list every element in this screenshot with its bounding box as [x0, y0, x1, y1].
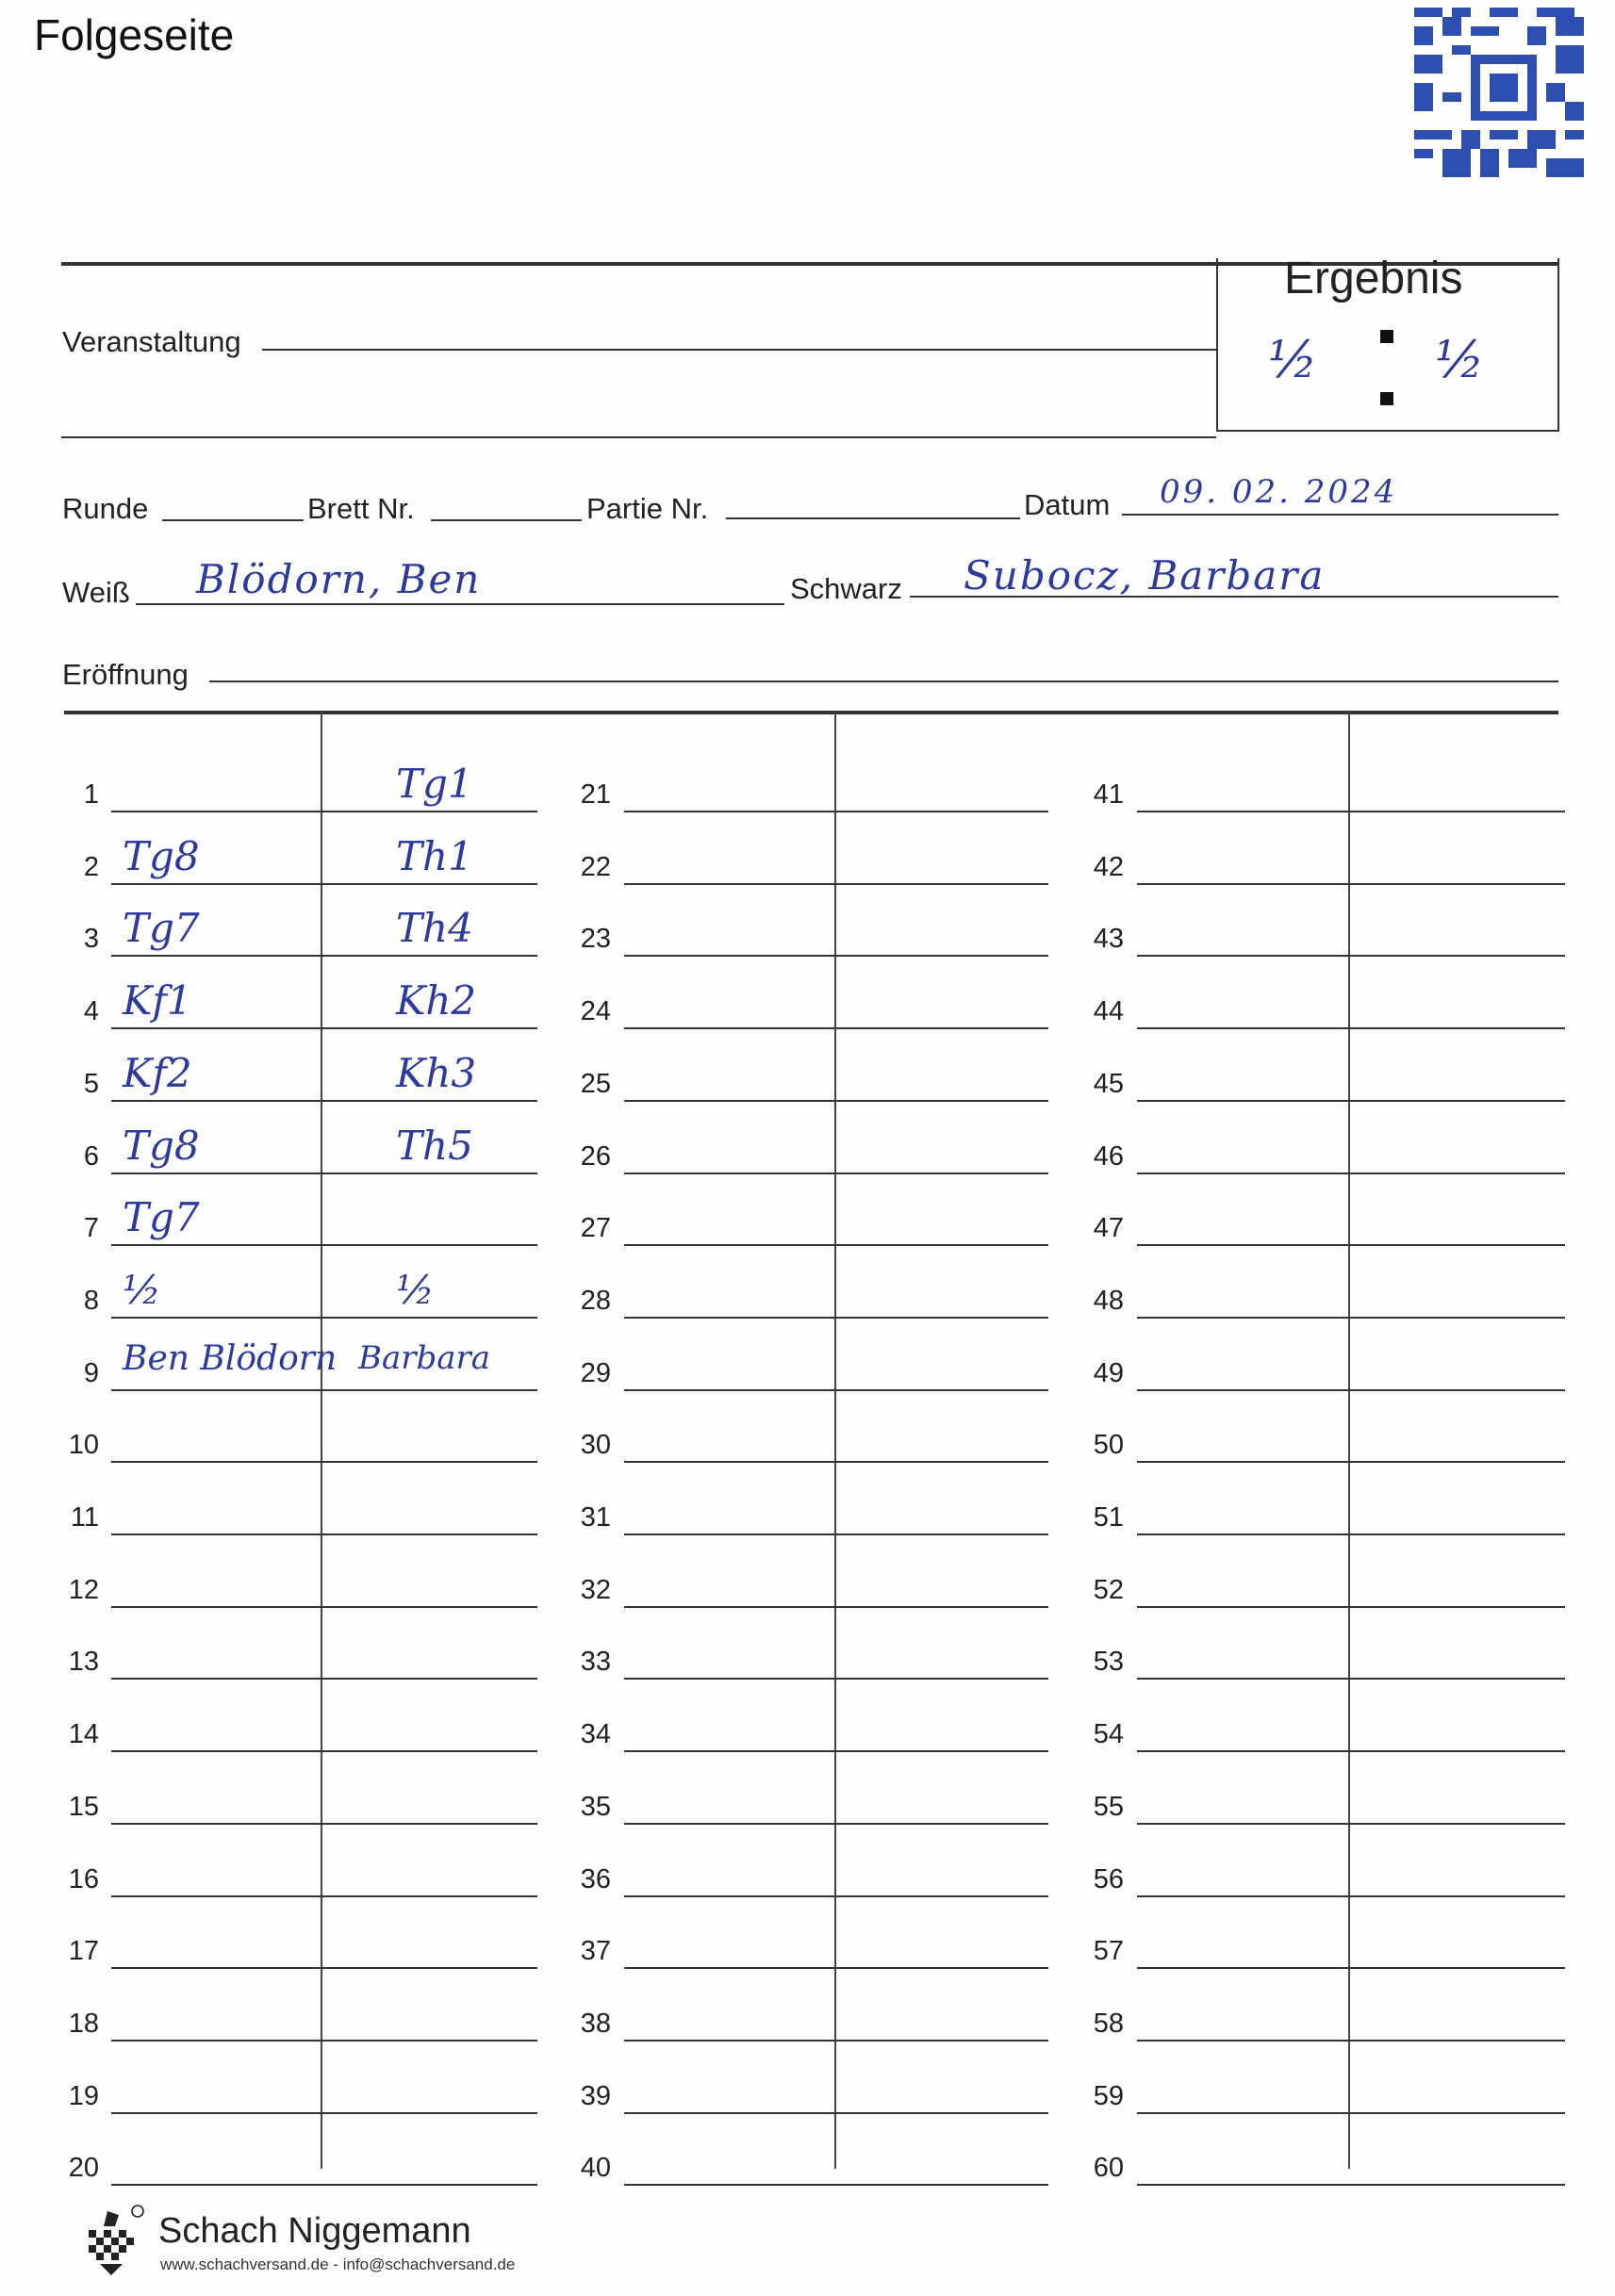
weiss-label: Weiß: [62, 576, 130, 609]
move-number: 59: [1093, 2080, 1124, 2111]
schwarz-value: Subocz, Barbara: [964, 552, 1326, 599]
move-number: 28: [580, 1285, 611, 1316]
move-number: 47: [1093, 1213, 1124, 1244]
move-line[interactable]: [111, 1027, 537, 1029]
black-move[interactable]: ½: [396, 1266, 435, 1313]
brett-label: Brett Nr.: [307, 492, 415, 525]
datum-label: Datum: [1024, 488, 1111, 521]
move-line[interactable]: [624, 2112, 1048, 2114]
move-number: 35: [580, 1791, 611, 1822]
move-number: 31: [580, 1502, 611, 1533]
move-line[interactable]: [1137, 1100, 1565, 1102]
move-number: 36: [580, 1863, 611, 1894]
black-move[interactable]: Th1: [396, 832, 473, 879]
move-line[interactable]: [624, 1750, 1048, 1752]
move-number: 39: [580, 2080, 611, 2111]
move-line[interactable]: [624, 1027, 1048, 1029]
move-line[interactable]: [1137, 1173, 1565, 1174]
move-number: 45: [1093, 1068, 1124, 1099]
move-line[interactable]: [111, 1244, 537, 1246]
move-number: 30: [580, 1430, 611, 1461]
move-number: 11: [70, 1502, 99, 1533]
move-line[interactable]: [111, 1173, 537, 1174]
move-line[interactable]: [111, 2184, 537, 2186]
move-number: 3: [83, 924, 99, 955]
move-number: 40: [580, 2153, 611, 2184]
black-move[interactable]: Kh3: [396, 1049, 477, 1096]
move-number: 33: [580, 1647, 611, 1678]
move-number: 49: [1093, 1357, 1124, 1388]
move-number: 37: [580, 1936, 611, 1967]
move-line[interactable]: [1137, 1606, 1565, 1608]
move-number: 17: [68, 1936, 99, 1967]
move-number: 12: [68, 1574, 99, 1605]
brett-field[interactable]: [431, 519, 582, 521]
move-line[interactable]: [111, 1606, 537, 1608]
move-line[interactable]: [1137, 1244, 1565, 1246]
move-line[interactable]: [111, 1461, 537, 1463]
move-line[interactable]: [1137, 1461, 1565, 1463]
move-number: 24: [580, 996, 611, 1027]
move-number: 14: [68, 1719, 99, 1750]
move-line[interactable]: [1137, 1317, 1565, 1319]
move-number: 1: [83, 779, 99, 810]
move-line[interactable]: [624, 1533, 1048, 1535]
move-line[interactable]: [111, 2112, 537, 2114]
white-move[interactable]: Tg7: [123, 1194, 200, 1241]
col1-divider: [321, 713, 322, 2169]
move-line[interactable]: [624, 955, 1048, 957]
move-number: 54: [1093, 1719, 1124, 1750]
move-line[interactable]: [624, 2184, 1048, 2186]
moves-top-rule: [64, 711, 1558, 714]
form-rule-2: [61, 436, 1216, 438]
move-number: 15: [68, 1791, 99, 1822]
partie-label: Partie Nr.: [586, 492, 709, 525]
move-number: 21: [580, 779, 611, 810]
move-number: 41: [1093, 779, 1124, 810]
white-move[interactable]: Kf2: [123, 1049, 192, 1096]
move-line[interactable]: [1137, 1027, 1565, 1029]
move-line[interactable]: [1137, 1750, 1565, 1752]
move-number: 27: [580, 1213, 611, 1244]
move-number: 51: [1093, 1502, 1124, 1533]
move-number: 19: [68, 2080, 99, 2111]
result-separator-dot-top: [1380, 330, 1393, 343]
move-number: 44: [1093, 996, 1124, 1027]
black-move[interactable]: Tg1: [396, 761, 473, 807]
eroeffnung-label: Eröffnung: [62, 658, 189, 691]
runde-label: Runde: [62, 492, 149, 525]
move-line[interactable]: [111, 1533, 537, 1535]
qr-code-icon: [1414, 8, 1584, 177]
move-number: 23: [580, 924, 611, 955]
move-number: 29: [580, 1357, 611, 1388]
move-number: 7: [83, 1213, 99, 1244]
move-number: 18: [68, 2008, 99, 2039]
col2-divider: [834, 713, 836, 2169]
move-number: 2: [83, 851, 99, 882]
col3-divider: [1348, 713, 1350, 2169]
move-line[interactable]: [111, 811, 537, 812]
white-move[interactable]: Ben Blödorn: [123, 1338, 338, 1378]
schwarz-label: Schwarz: [790, 572, 902, 605]
move-line[interactable]: [111, 1317, 537, 1319]
veranstaltung-label: Veranstaltung: [62, 325, 241, 358]
datum-value: 09. 02. 2024: [1160, 473, 1398, 511]
move-line[interactable]: [624, 811, 1048, 812]
move-line[interactable]: [111, 1750, 537, 1752]
move-number: 16: [68, 1863, 99, 1894]
move-number: 8: [83, 1285, 99, 1316]
move-number: 53: [1093, 1647, 1124, 1678]
move-number: 38: [580, 2008, 611, 2039]
move-number: 48: [1093, 1285, 1124, 1316]
white-move[interactable]: ½: [123, 1266, 161, 1313]
move-line[interactable]: [1137, 955, 1565, 957]
black-move[interactable]: Th5: [396, 1122, 473, 1169]
move-line[interactable]: [1137, 883, 1565, 885]
move-number: 5: [83, 1068, 99, 1099]
move-line[interactable]: [624, 2040, 1048, 2042]
datum-field[interactable]: [1122, 514, 1558, 516]
move-number: 52: [1093, 1574, 1124, 1605]
result-black[interactable]: ½: [1435, 330, 1485, 389]
move-line[interactable]: [624, 1244, 1048, 1246]
move-number: 32: [580, 1574, 611, 1605]
move-number: 20: [68, 2153, 99, 2184]
eroeffnung-field[interactable]: [209, 681, 1558, 682]
weiss-value: Blödorn, Ben: [196, 556, 482, 602]
move-number: 34: [580, 1719, 611, 1750]
move-line[interactable]: [111, 1678, 537, 1680]
move-line[interactable]: [1137, 1967, 1565, 1969]
chess-knight-logo-icon: [74, 2204, 149, 2279]
move-line[interactable]: [111, 955, 537, 957]
move-line[interactable]: [111, 1389, 537, 1391]
move-number: 43: [1093, 924, 1124, 955]
move-line[interactable]: [111, 1895, 537, 1897]
move-number: 10: [68, 1430, 99, 1461]
brand-name: Schach Niggemann: [158, 2211, 471, 2251]
move-line[interactable]: [1137, 2112, 1565, 2114]
move-line[interactable]: [111, 1823, 537, 1825]
move-line[interactable]: [1137, 2184, 1565, 2186]
move-line[interactable]: [624, 1173, 1048, 1174]
move-line[interactable]: [1137, 1389, 1565, 1391]
result-white[interactable]: ½: [1268, 330, 1318, 389]
move-number: 6: [83, 1140, 99, 1172]
brand-contact: www.schachversand.de - info@schachversand.de: [160, 2255, 516, 2273]
move-line[interactable]: [624, 1967, 1048, 1969]
move-line[interactable]: [624, 1317, 1048, 1319]
white-move[interactable]: Tg8: [123, 1122, 200, 1169]
move-line[interactable]: [624, 883, 1048, 885]
move-line[interactable]: [624, 1823, 1048, 1825]
move-number: 46: [1093, 1140, 1124, 1172]
move-line[interactable]: [1137, 1678, 1565, 1680]
move-line[interactable]: [624, 1606, 1048, 1608]
move-number: 60: [1093, 2153, 1124, 2184]
move-number: 50: [1093, 1430, 1124, 1461]
result-separator-dot-bottom: [1380, 392, 1393, 405]
move-line[interactable]: [111, 883, 537, 885]
move-line[interactable]: [111, 1967, 537, 1969]
move-line[interactable]: [624, 1678, 1048, 1680]
move-number: 26: [580, 1140, 611, 1172]
black-move[interactable]: Barbara: [358, 1338, 491, 1377]
move-line[interactable]: [624, 1895, 1048, 1897]
move-number: 4: [83, 996, 99, 1027]
partie-field[interactable]: [726, 517, 1020, 519]
move-line[interactable]: [1137, 1823, 1565, 1825]
weiss-field[interactable]: [136, 603, 784, 605]
white-move[interactable]: Kf1: [123, 977, 192, 1025]
black-move[interactable]: Th4: [396, 905, 473, 952]
white-move[interactable]: Tg7: [123, 905, 200, 952]
ergebnis-label: Ergebnis: [1284, 254, 1463, 303]
move-line[interactable]: [1137, 1533, 1565, 1535]
move-line[interactable]: [624, 1100, 1048, 1102]
move-line[interactable]: [1137, 811, 1565, 812]
move-number: 25: [580, 1068, 611, 1099]
move-line[interactable]: [1137, 1895, 1565, 1897]
page-title: Folgeseite: [34, 10, 235, 59]
move-line[interactable]: [1137, 2040, 1565, 2042]
black-move[interactable]: Kh2: [396, 977, 477, 1025]
move-number: 55: [1093, 1791, 1124, 1822]
move-line[interactable]: [111, 1100, 537, 1102]
move-line[interactable]: [624, 1389, 1048, 1391]
white-move[interactable]: Tg8: [123, 832, 200, 879]
veranstaltung-field[interactable]: [262, 349, 1216, 351]
move-number: 13: [68, 1647, 99, 1678]
move-number: 22: [580, 851, 611, 882]
move-line[interactable]: [624, 1461, 1048, 1463]
move-number: 42: [1093, 851, 1124, 882]
runde-field[interactable]: [162, 519, 304, 521]
move-line[interactable]: [111, 2040, 537, 2042]
move-number: 58: [1093, 2008, 1124, 2039]
move-number: 56: [1093, 1863, 1124, 1894]
move-number: 57: [1093, 1936, 1124, 1967]
move-number: 9: [83, 1357, 99, 1388]
